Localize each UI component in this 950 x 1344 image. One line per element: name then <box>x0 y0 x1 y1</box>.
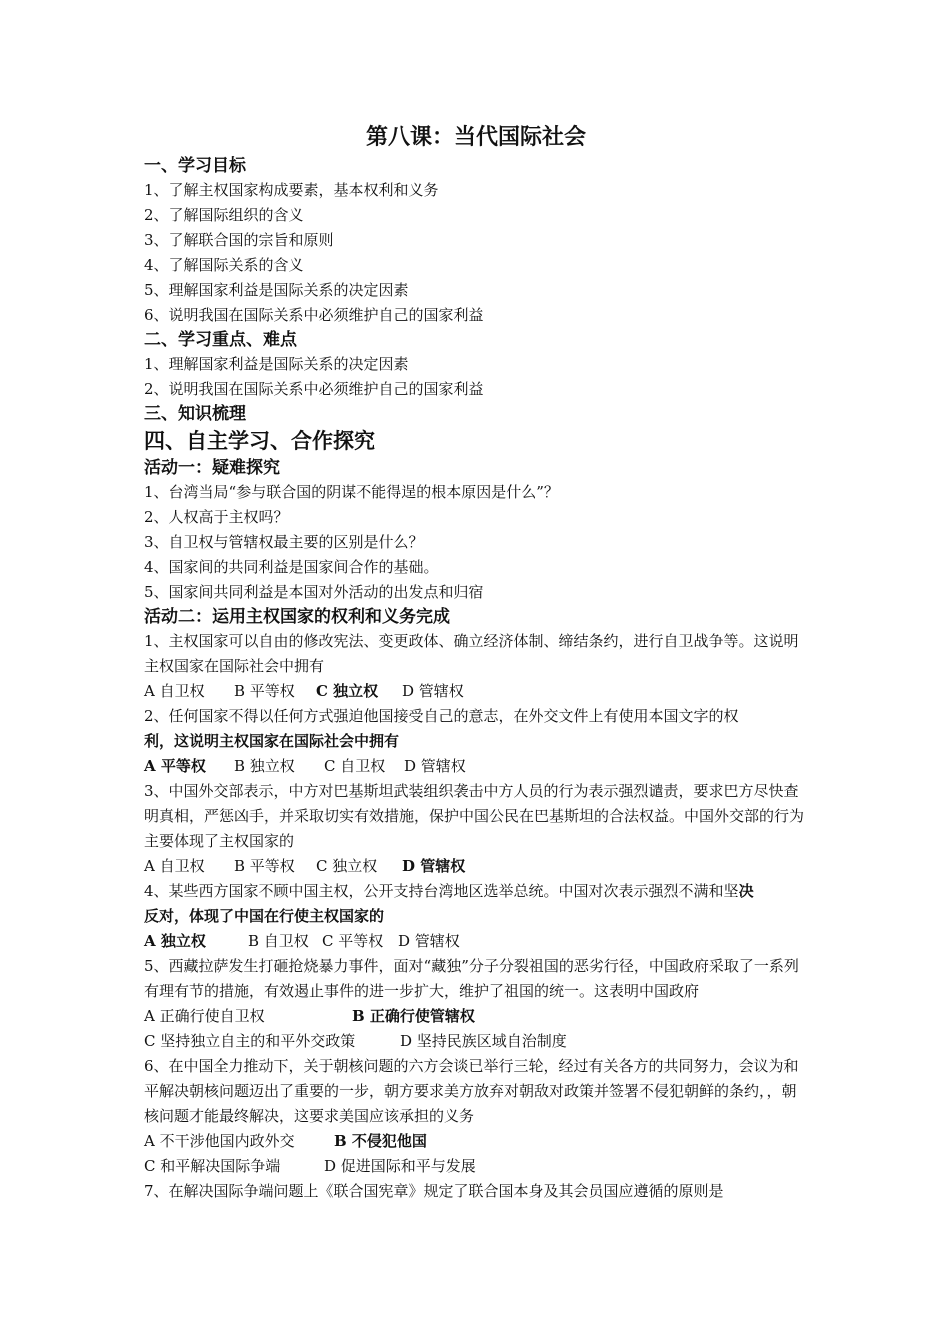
question-2-stem-bold: 利，这说明主权国家在国际社会中拥有 <box>144 732 400 750</box>
option-c-answer: C 独立权 <box>316 682 379 700</box>
option-b: B 独立权 <box>234 757 295 775</box>
question-2-stem-text: 2、任何国家不得以任何方式强迫他国接受自己的意志，在外交文件上有使用本国文字的权 <box>144 707 739 725</box>
option-d: D 管辖权 <box>404 757 466 775</box>
question-7-stem: 7、在解决国际争端问题上《联合国宪章》规定了联合国本身及其会员国应遵循的原则是 <box>144 1182 724 1200</box>
option-b: B 平等权 <box>234 857 295 875</box>
option-b-answer: B 正确行使管辖权 <box>352 1007 475 1025</box>
option-d: D 管辖权 <box>402 682 464 700</box>
activity-one-item: 1、台湾当局“参与联合国的阴谋不能得逞的根本原因是什么”？ <box>144 483 559 501</box>
option-d-answer: D 管辖权 <box>402 857 466 875</box>
option-a-answer: A 独立权 <box>144 932 206 950</box>
question-6-options-row-2 <box>144 1154 808 1179</box>
question-2-options <box>144 754 808 779</box>
option-c: C 和平解决国际争端 <box>144 1157 281 1175</box>
section-heading-goals: 一、学习目标 <box>144 156 246 176</box>
goal-item: 5、理解国家利益是国际关系的决定因素 <box>144 281 409 299</box>
activity-one-item: 4、国家间的共同利益是国家间合作的基础。 <box>144 558 439 576</box>
key-point-item: 2、说明我国在国际关系中必须维护自己的国家利益 <box>144 380 484 398</box>
option-a: A 正确行使自卫权 <box>144 1007 265 1025</box>
option-a: A 不干涉他国内政外交 <box>144 1132 295 1150</box>
goal-item: 3、了解联合国的宗旨和原则 <box>144 231 334 249</box>
option-d: D 坚持民族区域自治制度 <box>400 1032 567 1050</box>
goal-item: 1、了解主权国家构成要素，基本权利和义务 <box>144 181 439 199</box>
page-title: 第八课：当代国际社会 <box>365 124 586 150</box>
key-point-item: 1、理解国家利益是国际关系的决定因素 <box>144 355 409 373</box>
document-page <box>144 120 808 1204</box>
question-2-stem <box>144 704 808 754</box>
option-a: A 自卫权 <box>144 682 205 700</box>
option-b: B 自卫权 <box>248 932 309 950</box>
question-5-stem: 5、西藏拉萨发生打砸抢烧暴力事件，面对“藏独”分子分裂祖国的恶劣行径，中国政府采取了一系列有理有节的措施，有效遏止事件的进一步扩大，维护了祖国的统一。这表明中国政府 <box>144 957 799 1000</box>
question-4-stem-bold-line: 反对，体现了中国在行使主权国家的 <box>144 907 385 925</box>
question-3-options <box>144 854 808 879</box>
goal-item: 6、说明我国在国际关系中必须维护自己的国家利益 <box>144 306 484 324</box>
option-b: B 平等权 <box>234 682 295 700</box>
question-5-options-row-1 <box>144 1004 808 1029</box>
option-c: C 自卫权 <box>324 757 386 775</box>
question-4-stem-text: 4、某些西方国家不顾中国主权，公开支持台湾地区选举总统。中国对次表示强烈不满和坚 <box>144 882 739 900</box>
option-a: A 自卫权 <box>144 857 205 875</box>
option-a-answer: A 平等权 <box>144 757 206 775</box>
question-4-options <box>144 929 808 954</box>
goal-item: 4、了解国际关系的含义 <box>144 256 304 274</box>
question-5-options-row-2 <box>144 1029 808 1054</box>
section-heading-key-points: 二、学习重点、难点 <box>144 330 297 350</box>
option-d: D 促进国际和平与发展 <box>324 1157 476 1175</box>
question-4-stem-bold: 决 <box>738 882 754 900</box>
question-4-stem <box>144 879 808 929</box>
question-6-options-row-1 <box>144 1129 808 1154</box>
option-b-answer: B 不侵犯他国 <box>334 1132 427 1150</box>
question-6-stem: 6、在中国全力推动下，关于朝核问题的六方会谈已举行三轮，经过有关各方的共同努力，会议为和平解决朝核问题迈出了重要的一步，朝方要求美方放弃对朝敌对政策并签署不侵犯朝鲜的条约，，朝核问题才能最终解决，这要求美国应该承担的义务 <box>144 1057 799 1125</box>
question-1-options <box>144 679 808 704</box>
activity-one-item: 2、人权高于主权吗？ <box>144 508 289 526</box>
activity-one-item: 3、自卫权与管辖权最主要的区别是什么？ <box>144 533 424 551</box>
section-heading-self-study: 四、自主学习、合作探究 <box>144 428 375 453</box>
activity-one-item: 5、国家间共同利益是本国对外活动的出发点和归宿 <box>144 583 484 601</box>
activity-two-heading: 活动二：运用主权国家的权利和义务完成 <box>144 607 450 627</box>
option-d: D 管辖权 <box>398 932 460 950</box>
question-3-stem: 3、中国外交部表示，中方对巴基斯坦武装组织袭击中方人员的行为表示强烈谴责，要求巴方尽快查明真相，严惩凶手，并采取切实有效措施，保护中国公民在巴基斯坦的合法权益。中国外交部的行为主要体现了主权国家的 <box>144 782 805 850</box>
option-c: C 坚持独立自主的和平外交政策 <box>144 1032 356 1050</box>
option-c: C 独立权 <box>316 857 378 875</box>
goal-item: 2、了解国际组织的含义 <box>144 206 304 224</box>
option-c: C 平等权 <box>322 932 384 950</box>
activity-one-heading: 活动一：疑难探究 <box>144 458 280 478</box>
question-1-stem: 1、主权国家可以自由的修改宪法、变更政体、确立经济体制、缔结条约，进行自卫战争等。这说明主权国家在国际社会中拥有 <box>144 632 799 675</box>
section-heading-knowledge: 三、知识梳理 <box>144 404 246 424</box>
